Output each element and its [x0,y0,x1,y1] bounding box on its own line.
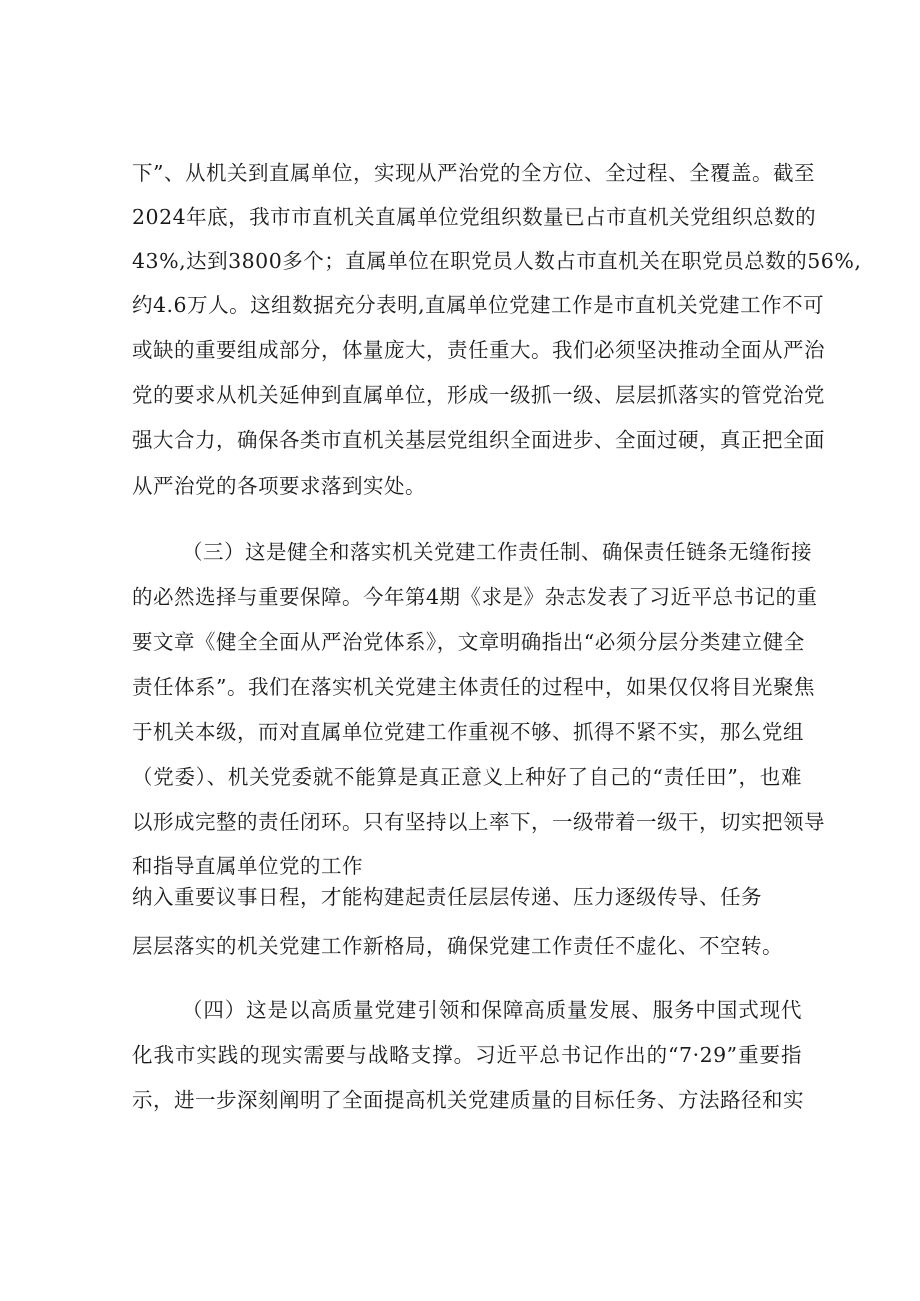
text-line-3: 43%,达到3800多个；直属单位在职党员人数占市直机关在职党员总数的56%, [132,249,862,273]
text-line-5: 或缺的重要组成部分，体量庞大，责任重大。我们必须坚决推动全面从严治 [132,338,825,362]
text-line-12: 责任体系”。我们在落实机关党建主体责任的过程中，如果仅仅将目光聚焦 [132,675,815,699]
text-line-13: 于机关本级，而对直属单位党建工作重视不够、抓得不紧不实，那么党组 [132,720,804,744]
text-line-11: 要文章《健全全面从严治党体系》，文章明确指出“必须分层分类建立健全 [132,630,805,654]
text-line-21: 示，进一步深刻阐明了全面提高机关党建质量的目标任务、方法路径和实 [132,1088,804,1112]
text-line-4: 约4.6万人。这组数据充分表明,直属单位党建工作是市直机关党建工作不可 [132,293,825,317]
text-line-16: 和指导直属单位党的工作 [132,854,363,878]
text-line-8: 从严治党的各项要求落到实处。 [132,474,426,498]
text-line-6: 党的要求从机关延伸到直属单位，形成一级抓一级、层层抓落实的管党治党 [132,383,825,407]
text-line-2: 2024年底，我市市直机关直属单位党组织数量已占市直机关党组织总数的 [132,205,817,229]
text-line-18: 层层落实的机关党建工作新格局，确保党建工作责任不虚化、不空转。 [132,934,783,958]
text-line-7: 强大合力，确保各类市直机关基层党组织全面进步、全面过硬，真正把全面 [132,428,825,452]
text-line-10: 的必然选择与重要保障。今年第4期《求是》杂志发表了习近平总书记的重 [132,585,818,609]
text-line-19: （四）这是以高质量党建引领和保障高质量发展、服务中国式现代 [182,998,802,1022]
text-line-14: （党委）、机关党委就不能算是真正意义上种好了自己的“责任田”，也难 [132,765,802,789]
text-line-9: （三）这是健全和落实机关党建工作责任制、确保责任链条无缝衔接 [182,540,812,564]
text-line-15: 以形成完整的责任闭环。只有坚持以上率下，一级带着一级干，切实把领导 [132,810,825,834]
text-line-20: 化我市实践的现实需要与战略支撑。习近平总书记作出的“7·29”重要指 [132,1043,802,1067]
text-line-17: 纳入重要议事日程，才能构建起责任层层传递、压力逐级传导、任务 [132,885,762,909]
text-line-1: 下”、从机关到直属单位，实现从严治党的全方位、全过程、全覆盖。截至 [132,161,815,185]
